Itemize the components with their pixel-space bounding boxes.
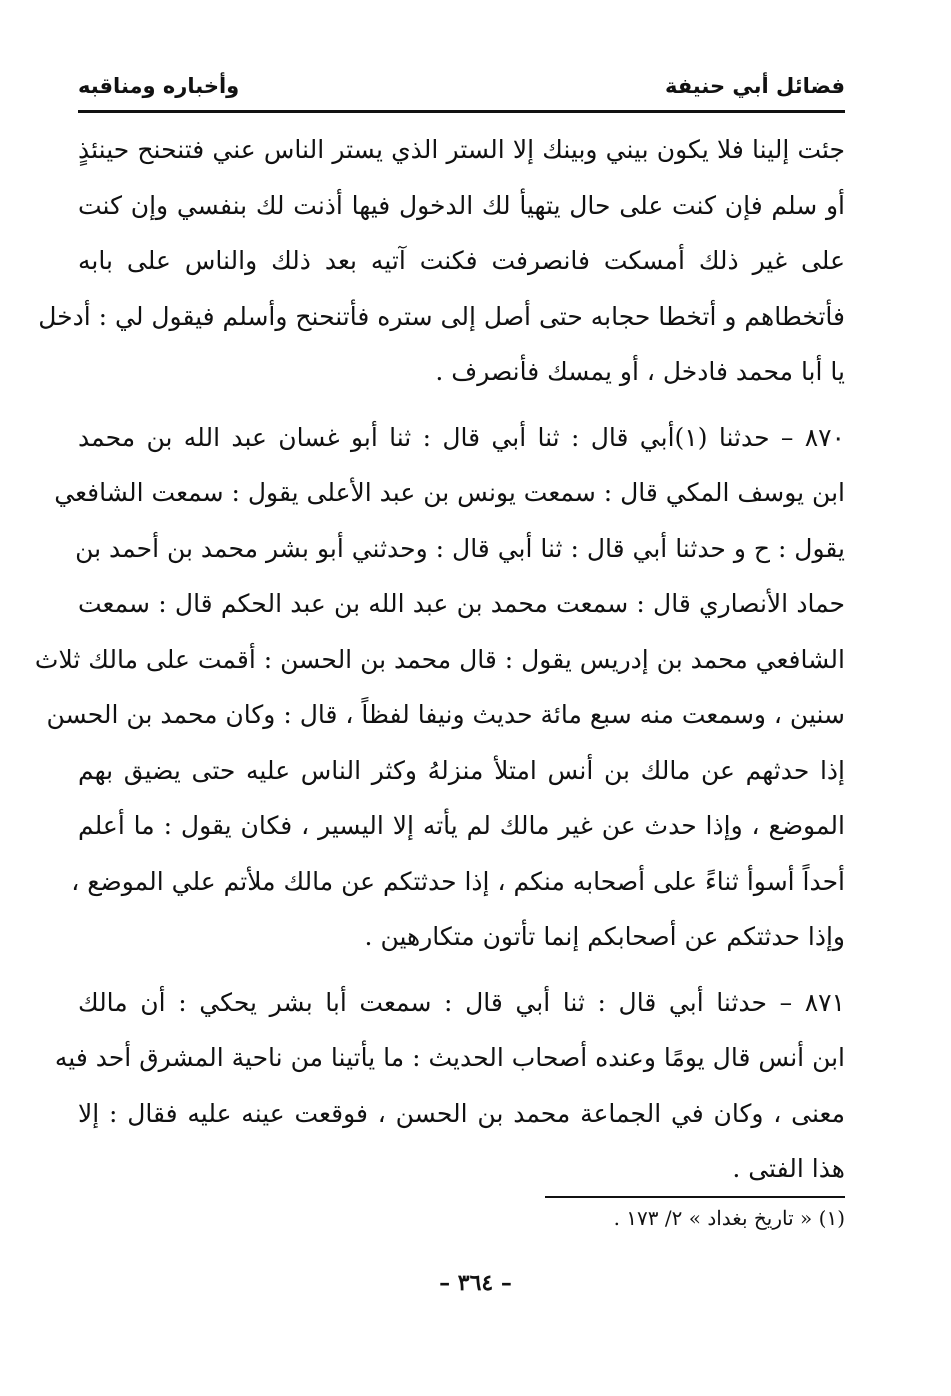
text-line: ٨٧٠ – حدثنا (١)أبي قال : ثنا أبي قال : ثنا أبو غسان عبد الله بن محمد xyxy=(78,422,845,452)
text-line: الموضع ، وإذا حدث عن غير مالك لم يأته إلا اليسير ، فكان يقول : ما أعلم xyxy=(78,811,845,840)
text-line: إذا حدثهم عن مالك بن أنس امتلأ منزلهُ وكثر الناس عليه حتى يضيق بهم xyxy=(78,755,845,785)
footnote-rule xyxy=(545,1196,845,1198)
text-line: وإذا حدثتكم عن أصحابكم إنما تأتون متكارهين . xyxy=(364,922,845,951)
text-line: ابن أنس قال يومًا وعنده أصحاب الحديث : ما يأتينا من ناحية المشرق أحد فيه xyxy=(54,1043,845,1072)
text-line: ابن يوسف المكي قال : سمعت يونس بن عبد الأعلى يقول : سمعت الشافعي xyxy=(54,478,845,507)
text-line: فأتخطاهم و أتخطا حجابه حتى أصل إلى ستره فأتنحنح وأسلم فيقول لي : أدخل xyxy=(38,301,845,331)
text-line: أحداً أسوأ ثناءً على أصحابه منكم ، إذا حدثتكم عن مالك ملأتم علي الموضع ، xyxy=(71,866,845,896)
text-line: جئت إلينا فلا يكون بيني وبينك إلا الستر الذي يستر الناس عني فتنحنح حينئذٍ xyxy=(78,135,845,164)
text-line: سنين ، وسمعت منه سبع مائة حديث ونيفا لفظاً ، قال : وكان محمد بن الحسن xyxy=(46,700,845,729)
text-line: على غير ذلك أمسكت فانصرفت فكنت آتيه بعد ذلك والناس على بابه xyxy=(78,246,845,275)
text-line: معنى ، وكان في الجماعة محمد بن الحسن ، فوقعت عينه عليه فقال : إلا xyxy=(78,1098,845,1128)
text-line: يا أبا محمد فادخل ، أو يمسك فأنصرف . xyxy=(435,357,845,386)
paragraph-1 xyxy=(38,122,845,400)
page-number: – ٣٦٤ – xyxy=(439,1270,512,1296)
text-line: ٨٧١ – حدثنا أبي قال : ثنا أبي قال : سمعت أبا بشر يحكي : أن مالك xyxy=(78,987,845,1017)
text-line: يقول : ح و حدثنا أبي قال : ثنا أبي قال : وحدثني أبو بشر محمد بن أحمد بن xyxy=(75,533,845,563)
running-header xyxy=(78,70,845,110)
paragraph-871 xyxy=(54,975,845,1197)
text-line: هذا الفتى . xyxy=(732,1154,845,1183)
header-book-title: فضائل أبي حنيفة xyxy=(664,74,845,98)
footnote: (١) « تاريخ بغداد » ٢/ ١٧٣ . xyxy=(613,1206,845,1230)
header-section-title: وأخباره ومناقبه xyxy=(78,74,240,98)
text-line: أو سلم فإن كنت على حال يتهيأ لك الدخول فيها أذنت لك بنفسي وإن كنت xyxy=(78,190,845,220)
text-line: الشافعي محمد بن إدريس يقول : قال محمد بن الحسن : أقمت على مالك ثلاث xyxy=(34,644,845,674)
paragraph-870 xyxy=(34,410,845,965)
main-text xyxy=(34,122,845,1207)
header-rule xyxy=(78,110,845,113)
text-line: حماد الأنصاري قال : سمعت محمد بن عبد الله بن عبد الحكم قال : سمعت xyxy=(78,589,845,618)
